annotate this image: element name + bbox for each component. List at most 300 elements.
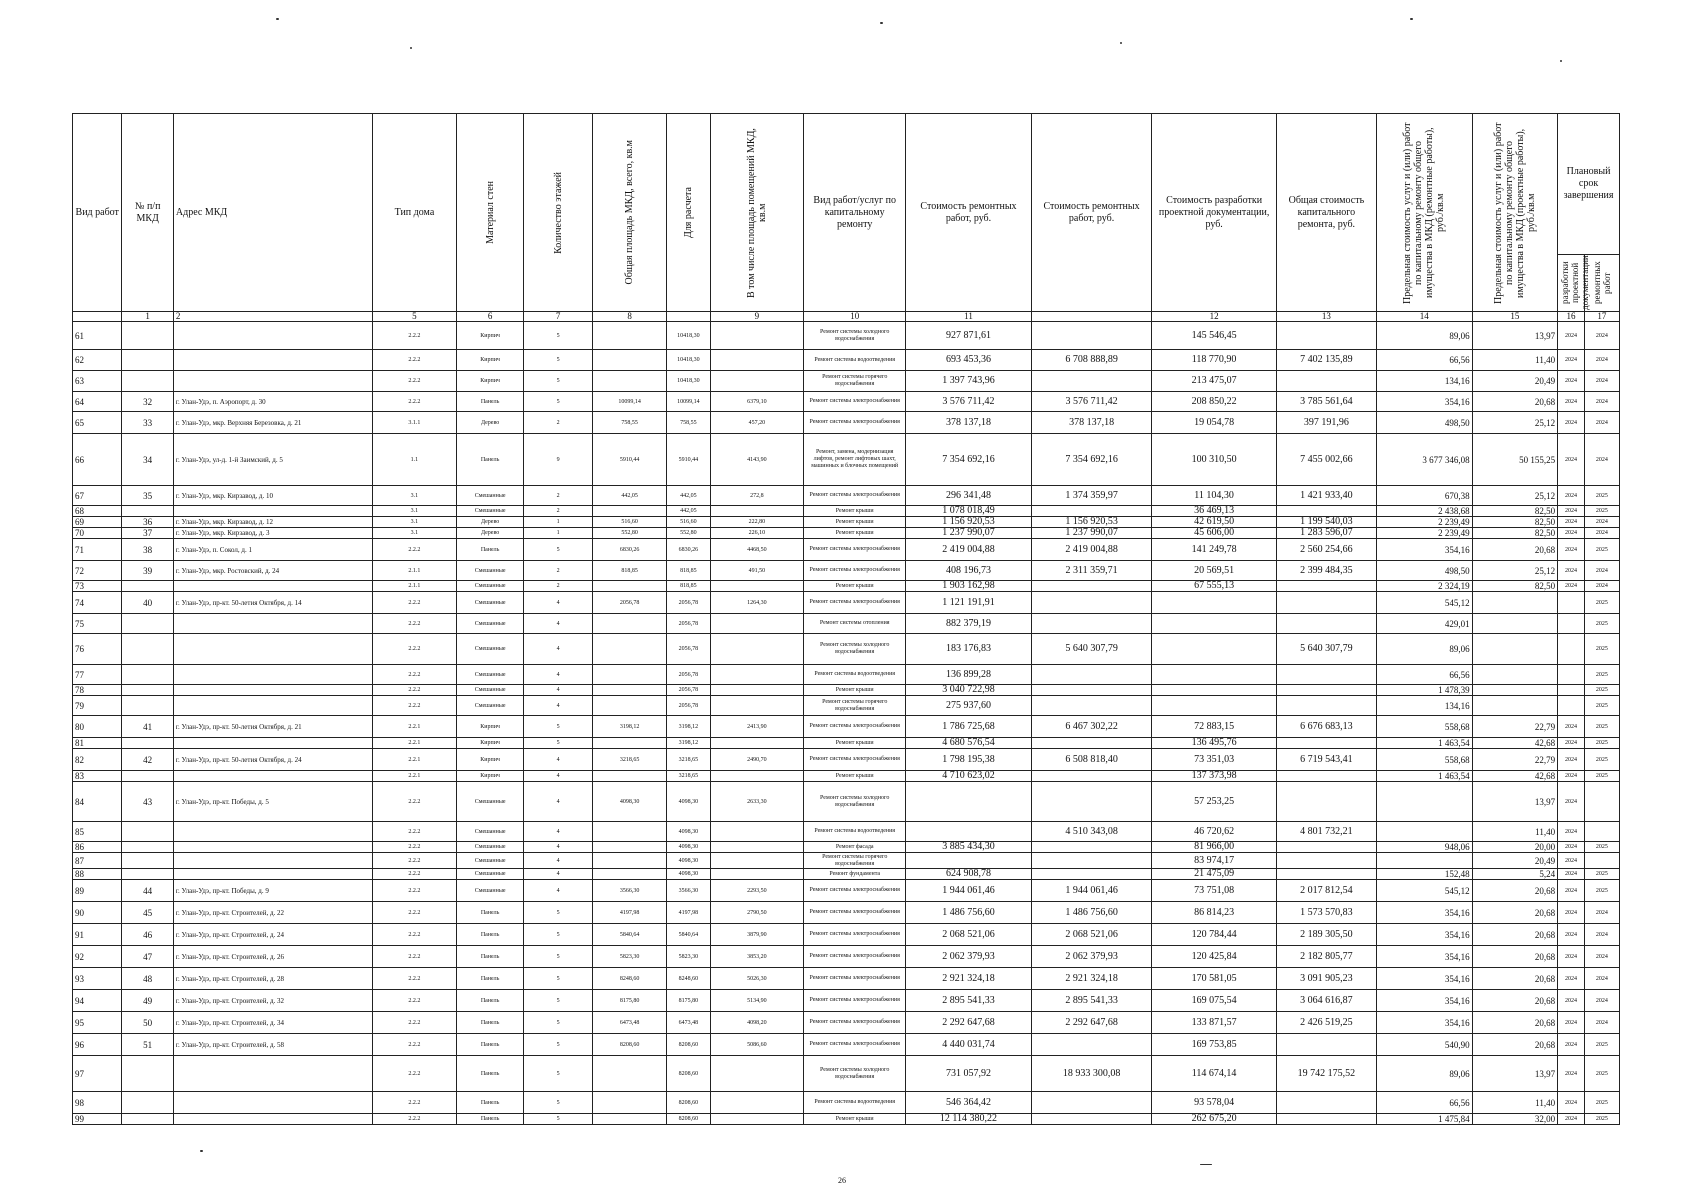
- cell-wall: Смешанные: [457, 782, 524, 822]
- cell-addr: г. Улан-Удэ, мкр. Ростовский, д. 24: [173, 561, 372, 581]
- cell-n: 84: [73, 782, 122, 822]
- cell-p16: [1558, 665, 1585, 685]
- cell-l14: 3 677 346,08: [1376, 434, 1472, 486]
- cell-c13: 136 495,76: [1152, 738, 1277, 749]
- cell-c11: 2 068 521,06: [906, 924, 1032, 946]
- cell-p17: 2024: [1584, 392, 1619, 412]
- column-number: 16: [1558, 312, 1585, 322]
- cell-p17: 2025: [1584, 634, 1619, 665]
- cell-calc: 10418,30: [667, 322, 710, 350]
- cell-area: [593, 869, 667, 880]
- cell-wall: Панель: [457, 990, 524, 1012]
- scan-speck: [1560, 60, 1562, 62]
- cell-l14: 558,68: [1376, 749, 1472, 771]
- cell-addr: [173, 614, 372, 634]
- header-floors: [524, 114, 593, 312]
- cell-calc: 5823,30: [667, 946, 710, 968]
- cell-liv: 5026,30: [710, 968, 804, 990]
- cell-c13: 118 770,90: [1152, 350, 1277, 371]
- scan-speck: [1410, 18, 1413, 20]
- cell-work: Ремонт системы холодного водоснабжения: [804, 1056, 906, 1092]
- cell-fl: 5: [524, 539, 593, 561]
- cell-liv: [710, 614, 804, 634]
- cell-n: 94: [73, 990, 122, 1012]
- cell-c14: [1276, 592, 1376, 614]
- cell-c13: 262 675,20: [1152, 1114, 1277, 1125]
- cell-calc: 4197,98: [667, 902, 710, 924]
- cell-c14: 6 719 543,41: [1276, 749, 1376, 771]
- header-cost-design: Стоимость разработки проектной документации, руб.: [1152, 114, 1277, 312]
- cell-fl: 5: [524, 1114, 593, 1125]
- cell-no: [122, 634, 173, 665]
- header-limit-repair-label: Предельная стоимость услуг и (или) работ по капитальному ремонту общего имущества в МКД (ремонтные работы), руб./кв.м: [1402, 121, 1447, 304]
- cell-liv: 222,80: [710, 517, 804, 528]
- cell-c14: 5 640 307,79: [1276, 634, 1376, 665]
- cell-c13: 213 475,07: [1152, 371, 1277, 392]
- cell-p16: [1558, 592, 1585, 614]
- table-row: [73, 782, 1620, 822]
- column-number: [1031, 312, 1152, 322]
- cell-fl: 5: [524, 924, 593, 946]
- column-number: 6: [457, 312, 524, 322]
- cell-addr: г. Улан-Удэ, пр-кт. Строителей, д. 58: [173, 1034, 372, 1056]
- cell-c14: [1276, 665, 1376, 685]
- cell-c13: 19 054,78: [1152, 412, 1277, 434]
- cell-c14: [1276, 782, 1376, 822]
- cell-type: 2.2.2: [372, 322, 456, 350]
- capital-repair-table: [72, 113, 1620, 1125]
- cell-n: 62: [73, 350, 122, 371]
- cell-p16: 2024: [1558, 968, 1585, 990]
- cell-c14: 19 742 175,52: [1276, 1056, 1376, 1092]
- cell-l15: 13,97: [1472, 782, 1557, 822]
- cell-work: Ремонт системы электроснабжения: [804, 1034, 906, 1056]
- cell-c12: [1031, 771, 1152, 782]
- cell-p17: 2024: [1584, 924, 1619, 946]
- cell-n: 88: [73, 869, 122, 880]
- cell-no: 41: [122, 716, 173, 738]
- cell-calc: 3566,30: [667, 880, 710, 902]
- cell-no: [122, 1056, 173, 1092]
- cell-work: Ремонт системы электроснабжения: [804, 561, 906, 581]
- cell-liv: 5086,60: [710, 1034, 804, 1056]
- cell-n: 81: [73, 738, 122, 749]
- cell-liv: [710, 1114, 804, 1125]
- cell-fl: 5: [524, 968, 593, 990]
- cell-n: 64: [73, 392, 122, 412]
- cell-p16: 2024: [1558, 581, 1585, 592]
- cell-c12: 2 895 541,33: [1031, 990, 1152, 1012]
- cell-wall: Кирпич: [457, 749, 524, 771]
- cell-p17: 2025: [1584, 1056, 1619, 1092]
- cell-wall: Панель: [457, 902, 524, 924]
- column-number: [73, 312, 122, 322]
- cell-c11: 4 680 576,54: [906, 738, 1032, 749]
- cell-calc: 442,05: [667, 506, 710, 517]
- cell-l15: 20,49: [1472, 371, 1557, 392]
- cell-type: 2.2.2: [372, 869, 456, 880]
- cell-addr: [173, 738, 372, 749]
- cell-calc: 516,60: [667, 517, 710, 528]
- cell-c12: 1 237 990,07: [1031, 528, 1152, 539]
- scan-speck: [200, 1150, 203, 1152]
- cell-calc: 6830,26: [667, 539, 710, 561]
- cell-wall: Дерево: [457, 528, 524, 539]
- cell-no: [122, 614, 173, 634]
- cell-c12: 7 354 692,16: [1031, 434, 1152, 486]
- cell-c12: [1031, 685, 1152, 696]
- cell-work: Ремонт крыши: [804, 685, 906, 696]
- table-row: [73, 371, 1620, 392]
- cell-l14: 66,56: [1376, 1092, 1472, 1114]
- cell-type: 3.1: [372, 528, 456, 539]
- cell-c12: 1 156 920,53: [1031, 517, 1152, 528]
- cell-addr: г. Улан-Удэ, п. Аэропорт, д. 30: [173, 392, 372, 412]
- cell-l14: 2 324,19: [1376, 581, 1472, 592]
- cell-type: 2.2.2: [372, 685, 456, 696]
- cell-p17: [1584, 782, 1619, 822]
- cell-p16: 2024: [1558, 924, 1585, 946]
- cell-wall: Смешанные: [457, 506, 524, 517]
- cell-type: 2.2.2: [372, 822, 456, 842]
- cell-c14: [1276, 771, 1376, 782]
- cell-calc: 552,80: [667, 528, 710, 539]
- cell-p16: 2024: [1558, 434, 1585, 486]
- cell-work: Ремонт системы электроснабжения: [804, 902, 906, 924]
- cell-c13: 169 075,54: [1152, 990, 1277, 1012]
- cell-p17: 2025: [1584, 880, 1619, 902]
- cell-area: [593, 822, 667, 842]
- cell-fl: 5: [524, 350, 593, 371]
- cell-calc: 2056,78: [667, 665, 710, 685]
- header-works: Вид работ/услуг по капитальному ремонту: [804, 114, 906, 312]
- cell-addr: г. Улан-Удэ, пр-кт. Строителей, д. 26: [173, 946, 372, 968]
- cell-no: 37: [122, 528, 173, 539]
- cell-n: 97: [73, 1056, 122, 1092]
- cell-p17: 2024: [1584, 412, 1619, 434]
- cell-p16: [1558, 696, 1585, 716]
- cell-no: 45: [122, 902, 173, 924]
- cell-wall: Кирпич: [457, 716, 524, 738]
- cell-l15: [1472, 634, 1557, 665]
- cell-area: [593, 506, 667, 517]
- cell-no: [122, 665, 173, 685]
- header-total-area: [593, 114, 667, 312]
- cell-no: [122, 581, 173, 592]
- cell-l14: 66,56: [1376, 665, 1472, 685]
- cell-type: 2.2.2: [372, 990, 456, 1012]
- column-number: 1: [122, 312, 173, 322]
- cell-addr: г. Улан-Удэ, пр-кт. Победы, д. 9: [173, 880, 372, 902]
- cell-p17: 2024: [1584, 990, 1619, 1012]
- cell-p17: 2024: [1584, 434, 1619, 486]
- cell-n: 69: [73, 517, 122, 528]
- cell-p16: 2024: [1558, 506, 1585, 517]
- cell-c12: 6 467 302,22: [1031, 716, 1152, 738]
- cell-type: 2.2.2: [372, 902, 456, 924]
- cell-area: [593, 1056, 667, 1092]
- cell-c13: 46 720,62: [1152, 822, 1277, 842]
- cell-calc: 2056,78: [667, 614, 710, 634]
- cell-area: [593, 696, 667, 716]
- cell-work: Ремонт крыши: [804, 771, 906, 782]
- cell-c11: 2 921 324,18: [906, 968, 1032, 990]
- cell-n: 66: [73, 434, 122, 486]
- cell-fl: 1: [524, 528, 593, 539]
- cell-p16: 2024: [1558, 1114, 1585, 1125]
- cell-addr: г. Улан-Удэ, пр-кт. Строителей, д. 34: [173, 1012, 372, 1034]
- cell-c11: [906, 822, 1032, 842]
- cell-addr: [173, 506, 372, 517]
- header-wall: [457, 114, 524, 312]
- cell-p17: 2025: [1584, 738, 1619, 749]
- cell-c14: 2 399 484,35: [1276, 561, 1376, 581]
- cell-c12: 3 576 711,42: [1031, 392, 1152, 412]
- cell-l15: 20,68: [1472, 539, 1557, 561]
- cell-c11: 2 062 379,93: [906, 946, 1032, 968]
- cell-l15: [1472, 665, 1557, 685]
- cell-p16: 2024: [1558, 486, 1585, 506]
- cell-type: 2.2.2: [372, 665, 456, 685]
- cell-p16: 2024: [1558, 350, 1585, 371]
- cell-c13: 133 871,57: [1152, 1012, 1277, 1034]
- cell-c13: 137 373,98: [1152, 771, 1277, 782]
- cell-work: Ремонт системы электроснабжения: [804, 924, 906, 946]
- table-body: [73, 322, 1620, 1125]
- cell-work: Ремонт крыши: [804, 506, 906, 517]
- cell-wall: Смешанные: [457, 614, 524, 634]
- column-number: 5: [372, 312, 456, 322]
- cell-calc: 5910,44: [667, 434, 710, 486]
- cell-c11: 2 895 541,33: [906, 990, 1032, 1012]
- cell-p17: 2025: [1584, 1114, 1619, 1125]
- cell-calc: 8208,60: [667, 1056, 710, 1092]
- table-row: [73, 592, 1620, 614]
- cell-wall: Панель: [457, 539, 524, 561]
- cell-c14: 2 560 254,66: [1276, 539, 1376, 561]
- cell-p17: 2025: [1584, 592, 1619, 614]
- cell-p17: [1584, 853, 1619, 869]
- cell-p16: 2024: [1558, 842, 1585, 853]
- cell-n: 76: [73, 634, 122, 665]
- cell-l14: 2 239,49: [1376, 528, 1472, 539]
- cell-addr: [173, 634, 372, 665]
- cell-l14: 2 438,68: [1376, 506, 1472, 517]
- cell-liv: 6379,10: [710, 392, 804, 412]
- cell-c12: 378 137,18: [1031, 412, 1152, 434]
- cell-n: 96: [73, 1034, 122, 1056]
- cell-no: 32: [122, 392, 173, 412]
- cell-c12: 2 311 359,71: [1031, 561, 1152, 581]
- cell-n: 79: [73, 696, 122, 716]
- cell-c14: 1 283 596,07: [1276, 528, 1376, 539]
- header-limit-design: [1472, 114, 1557, 312]
- cell-l14: 354,16: [1376, 924, 1472, 946]
- cell-no: 46: [122, 924, 173, 946]
- cell-work: Ремонт системы горячего водоснабжения: [804, 371, 906, 392]
- cell-addr: г. Улан-Удэ, мкр. Кирзавод, д. 10: [173, 486, 372, 506]
- cell-calc: 4098,30: [667, 822, 710, 842]
- cell-wall: Панель: [457, 434, 524, 486]
- cell-l15: 20,68: [1472, 946, 1557, 968]
- cell-wall: Панель: [457, 1092, 524, 1114]
- cell-p16: 2024: [1558, 853, 1585, 869]
- cell-c13: 169 753,85: [1152, 1034, 1277, 1056]
- table-row: [73, 738, 1620, 749]
- cell-work: Ремонт крыши: [804, 528, 906, 539]
- cell-p16: 2024: [1558, 322, 1585, 350]
- cell-p17: 2025: [1584, 486, 1619, 506]
- cell-l14: 1 475,84: [1376, 1114, 1472, 1125]
- cell-p16: 2024: [1558, 738, 1585, 749]
- cell-wall: Смешанные: [457, 869, 524, 880]
- cell-n: 98: [73, 1092, 122, 1114]
- cell-p16: [1558, 685, 1585, 696]
- cell-type: 2.2.1: [372, 771, 456, 782]
- cell-type: 3.1.1: [372, 412, 456, 434]
- cell-liv: 272,8: [710, 486, 804, 506]
- cell-type: 2.2.2: [372, 853, 456, 869]
- cell-c13: [1152, 634, 1277, 665]
- header-no: № п/п МКД: [122, 114, 173, 312]
- cell-area: [593, 614, 667, 634]
- cell-type: 3.1: [372, 486, 456, 506]
- header-total-cost: Общая стоимость капитального ремонта, руб.: [1276, 114, 1376, 312]
- cell-type: 2.2.2: [372, 696, 456, 716]
- cell-p16: 2024: [1558, 822, 1585, 842]
- cell-liv: 2413,90: [710, 716, 804, 738]
- cell-c14: [1276, 506, 1376, 517]
- cell-l15: 20,68: [1472, 968, 1557, 990]
- cell-l15: 5,24: [1472, 869, 1557, 880]
- table-row: [73, 392, 1620, 412]
- cell-p17: 2025: [1584, 696, 1619, 716]
- cell-area: 5910,44: [593, 434, 667, 486]
- cell-c13: 21 475,09: [1152, 869, 1277, 880]
- cell-l15: 82,50: [1472, 581, 1557, 592]
- table-row: [73, 968, 1620, 990]
- cell-p16: 2024: [1558, 749, 1585, 771]
- cell-type: 2.2.2: [372, 1114, 456, 1125]
- cell-calc: 8208,60: [667, 1092, 710, 1114]
- cell-p16: 2024: [1558, 561, 1585, 581]
- column-number: 8: [593, 312, 667, 322]
- cell-n: 93: [73, 968, 122, 990]
- cell-type: 2.2.2: [372, 350, 456, 371]
- column-number: 2: [173, 312, 372, 322]
- cell-c14: 7 402 135,89: [1276, 350, 1376, 371]
- cell-l15: 82,50: [1472, 517, 1557, 528]
- cell-c12: [1031, 1114, 1152, 1125]
- header-plan-works-label: ремонтных работ: [1591, 261, 1612, 305]
- cell-c11: 136 899,28: [906, 665, 1032, 685]
- cell-fl: 4: [524, 614, 593, 634]
- cell-type: 2.2.1: [372, 749, 456, 771]
- cell-no: [122, 771, 173, 782]
- cell-p17: 2024: [1584, 581, 1619, 592]
- cell-c14: 2 426 519,25: [1276, 1012, 1376, 1034]
- table-row: [73, 539, 1620, 561]
- cell-p17: 2024: [1584, 968, 1619, 990]
- table-row: [73, 434, 1620, 486]
- cell-c14: [1276, 1092, 1376, 1114]
- cell-fl: 2: [524, 561, 593, 581]
- cell-c12: [1031, 322, 1152, 350]
- cell-addr: г. Улан-Удэ, п. Сокол, д. 1: [173, 539, 372, 561]
- cell-p16: 2024: [1558, 990, 1585, 1012]
- cell-liv: [710, 634, 804, 665]
- cell-calc: 6473,48: [667, 1012, 710, 1034]
- header-cost-repair-2: Стоимость ремонтных работ, руб.: [1031, 114, 1152, 312]
- cell-c13: 114 674,14: [1152, 1056, 1277, 1092]
- cell-c12: [1031, 738, 1152, 749]
- cell-l14: 1 463,54: [1376, 771, 1472, 782]
- cell-p16: [1558, 634, 1585, 665]
- cell-fl: 5: [524, 1034, 593, 1056]
- cell-l14: [1376, 853, 1472, 869]
- cell-type: 2.1.1: [372, 561, 456, 581]
- cell-c13: 11 104,30: [1152, 486, 1277, 506]
- cell-no: 49: [122, 990, 173, 1012]
- cell-c13: 72 883,15: [1152, 716, 1277, 738]
- cell-c12: [1031, 371, 1152, 392]
- cell-addr: [173, 685, 372, 696]
- table-row: [73, 853, 1620, 869]
- cell-n: 65: [73, 412, 122, 434]
- cell-l15: 20,68: [1472, 1012, 1557, 1034]
- cell-addr: [173, 665, 372, 685]
- cell-n: 83: [73, 771, 122, 782]
- cell-c14: [1276, 853, 1376, 869]
- cell-c12: 2 921 324,18: [1031, 968, 1152, 990]
- cell-fl: 5: [524, 371, 593, 392]
- column-number: 12: [1152, 312, 1277, 322]
- cell-liv: 4143,90: [710, 434, 804, 486]
- cell-area: 8248,60: [593, 968, 667, 990]
- cell-type: 2.2.2: [372, 880, 456, 902]
- cell-liv: 2633,30: [710, 782, 804, 822]
- cell-liv: [710, 853, 804, 869]
- cell-n: 72: [73, 561, 122, 581]
- cell-c11: 1 903 162,98: [906, 581, 1032, 592]
- cell-no: 50: [122, 1012, 173, 1034]
- table-row: [73, 869, 1620, 880]
- cell-liv: [710, 665, 804, 685]
- cell-p17: 2025: [1584, 1092, 1619, 1114]
- cell-work: Ремонт крыши: [804, 517, 906, 528]
- cell-c11: 3 576 711,42: [906, 392, 1032, 412]
- cell-wall: Смешанные: [457, 592, 524, 614]
- cell-type: 2.2.2: [372, 842, 456, 853]
- cell-l15: 20,49: [1472, 853, 1557, 869]
- cell-c12: [1031, 592, 1152, 614]
- cell-c13: 45 606,00: [1152, 528, 1277, 539]
- cell-l15: 42,68: [1472, 738, 1557, 749]
- cell-l14: 545,12: [1376, 592, 1472, 614]
- cell-p16: 2024: [1558, 392, 1585, 412]
- cell-addr: г. Улан-Удэ, пр-кт. 50-летия Октября, д. 21: [173, 716, 372, 738]
- cell-wall: Смешанные: [457, 486, 524, 506]
- cell-liv: [710, 1092, 804, 1114]
- cell-c11: 1 078 018,49: [906, 506, 1032, 517]
- cell-no: 43: [122, 782, 173, 822]
- cell-addr: г. Улан-Удэ, мкр. Верхняя Березовка, д. 21: [173, 412, 372, 434]
- cell-p16: 2024: [1558, 771, 1585, 782]
- cell-no: [122, 322, 173, 350]
- cell-type: 2.2.2: [372, 634, 456, 665]
- cell-c11: 546 364,42: [906, 1092, 1032, 1114]
- cell-c13: 208 850,22: [1152, 392, 1277, 412]
